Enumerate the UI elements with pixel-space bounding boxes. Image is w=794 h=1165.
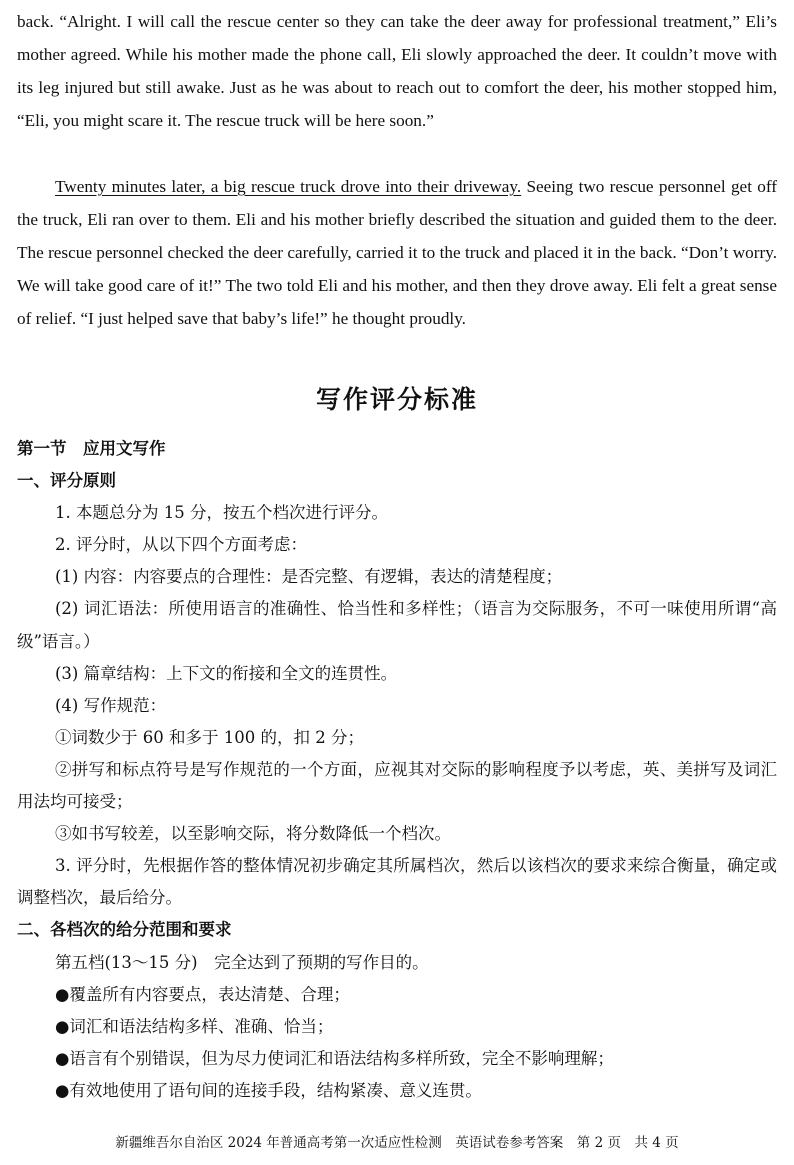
subheading-principles: 一、评分原则 — [17, 471, 116, 491]
criteria-item: 2. 评分时，从以下四个方面考虑： — [55, 535, 307, 555]
level-bullet: ●语言有个别错误，但为尽力使词汇和语法结构多样所致，完全不影响理解； — [55, 1048, 614, 1068]
story-text-2-rest: Seeing two rescue personnel get off the truck, Eli ran over to them. Eli and his mother briefly described the situation and guided them to the deer. The rescue personnel checked the deer carefully, carried it to the truck and placed it in the back. “Don’t worry. We will take good care of it!” The two told Eli and his mother, and then they drove away. Eli felt a great sense of relief. “I just helped save that baby’s life!” he thought proudly. — [17, 177, 777, 328]
story-text-2 — [17, 171, 777, 336]
page-footer: 新疆维吾尔自治区 2024 年普通高考第一次适应性检测 英语试卷参考答案 第 2 页 共 4 页 — [115, 1135, 679, 1151]
level-bullet: ●覆盖所有内容要点，表达清楚、合理； — [55, 984, 350, 1004]
level-five-description: 第五档(13～15 分) 完全达到了预期的写作目的。 — [55, 952, 429, 972]
level-bullet: ●有效地使用了语句间的连接手段，结构紧凑、意义连贯。 — [55, 1080, 482, 1100]
criteria-item: ①词数少于 60 和多于 100 的，扣 2 分； — [55, 727, 364, 747]
story-paragraph-2 — [17, 171, 777, 336]
story-text-1: back. “Alright. I will call the rescue center so they can take the deer away for professional treatment,” Eli’s mother agreed. While his mother made the phone call, Eli slowly approached the deer. It couldn’t move with its leg injured but still awake. Just as he was about to reach out to comfort the deer, his mother stopped him, “Eli, you might scare it. The rescue truck will be here soon.” — [17, 12, 777, 130]
underlined-sentence: Twenty minutes later, a big rescue truck drove into their driveway. — [55, 177, 522, 196]
criteria-item: 3. 评分时，先根据作答的整体情况初步确定其所属档次，然后以该档次的要求来综合衡量，确定或调整档次，最后给分。 — [17, 856, 777, 908]
criteria-item: (4) 写作规范： — [55, 695, 167, 715]
criteria-item: ②拼写和标点符号是写作规范的一个方面，应视其对交际的影响程度予以考虑，英、美拼写及词汇用法均可接受； — [17, 759, 777, 812]
section-heading: 第一节 应用文写作 — [17, 439, 166, 458]
level-bullet: ●词汇和语法结构多样、准确、恰当； — [55, 1016, 334, 1036]
scoring-criteria — [17, 433, 777, 1107]
criteria-item: (2) 词汇语法：所使用语言的准确性、恰当性和多样性；（语言为交际服务，不可一味使用所谓“高级”语言。） — [17, 599, 777, 651]
story-paragraph-1 — [17, 6, 777, 138]
criteria-item: (3) 篇章结构：上下文的衔接和全文的连贯性。 — [55, 663, 398, 683]
criteria-item: ③如书写较差，以至影响交际，将分数降低一个档次。 — [55, 824, 451, 844]
subheading-levels: 二、各档次的给分范围和要求 — [17, 920, 232, 940]
criteria-item: 1. 本题总分为 15 分，按五个档次进行评分。 — [55, 503, 388, 523]
section-title: 写作评分标准 — [315, 385, 478, 414]
criteria-item: (1) 内容：内容要点的合理性：是否完整、有逻辑，表达的清楚程度； — [55, 567, 563, 587]
